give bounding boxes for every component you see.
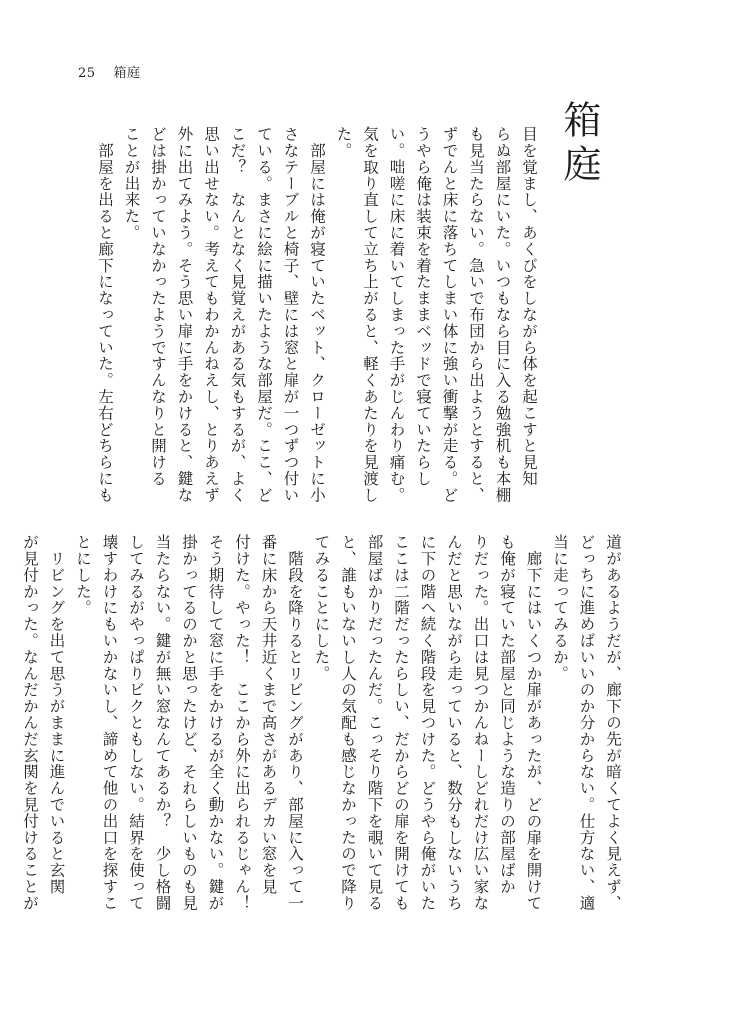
text-line: も俺が寝ていた部屋と同じような造りの部屋ばか bbox=[498, 534, 516, 895]
page-header bbox=[78, 62, 141, 81]
text-line: 部屋ばかりだったんだ。こっそり階下を覗いて見る bbox=[365, 534, 384, 912]
text-line: 廊下にはいくつか扉があったが、どの扉を開けて bbox=[524, 534, 543, 912]
text-line: 目を覚まし、あくびをしながら体を起こすと見知 bbox=[520, 126, 538, 487]
text-line: そう期待して窓に手をかけるが全く動かない。鍵が bbox=[206, 534, 225, 912]
running-title: 箱庭 bbox=[113, 66, 141, 81]
text-line: と、誰もいないし人の気配も感じなかったので降り bbox=[339, 534, 357, 912]
text-line: んだと思いながら走っていると、数分もしないうち bbox=[445, 534, 463, 912]
text-line: こだ？ なんとなく見覚えがある気もするが、よく bbox=[228, 126, 247, 504]
text-line: リビングを出て思うがままに進んでいると玄関 bbox=[47, 534, 66, 895]
text-line: が見付かった。なんだかんだ玄関を見付けることが bbox=[21, 534, 39, 912]
text-line: 外に出てみよう。そう思い扉に手をかけると、鍵な bbox=[175, 126, 194, 504]
text-line: ことが出来た。 bbox=[122, 126, 141, 241]
text-line: 当に走ってみるか。 bbox=[551, 534, 569, 682]
text-line: してみるがやっぱりビクともしない。結界を使って bbox=[127, 534, 145, 912]
text-line: ずでんと床に落ちてしまい体に強い衝撃が走る。ど bbox=[440, 126, 459, 504]
text-line: い。咄嗟に床に着いてしまった手がじんわり痛む。 bbox=[387, 126, 406, 504]
text-line: うやら俺は装束を着たままベッドで寝ていたらし bbox=[414, 126, 432, 487]
text-line: 道があるようだが、廊下の先が暗くてよく見えず、 bbox=[604, 534, 622, 912]
text-line: 思い出せない。考えてもわかんねえし、とりあえず bbox=[202, 126, 220, 504]
text-line: てみることにした。 bbox=[312, 534, 331, 682]
text-line: りだった。出口は見つかんねーしどれだけ広い家な bbox=[471, 534, 490, 912]
text-line: 階段を降りるとリビングがあり、部屋に入って一 bbox=[286, 534, 304, 912]
text-line: に下の階へ続く階段を見つけた。どうやら俺がいた bbox=[418, 534, 437, 912]
text-line: とにした。 bbox=[74, 534, 92, 616]
text-line: 番に床から天井近くまで高さがあるデカい窓を見 bbox=[259, 534, 278, 895]
text-line: どっちに進めばいいのか分からない。仕方ない、適 bbox=[577, 534, 596, 912]
text-block-upper bbox=[92, 126, 543, 504]
text-line: 掛かってるのかと思ったけど、それらしいものも見 bbox=[180, 534, 198, 912]
text-line: 気を取り直して立ち上がると、軽くあたりを見渡し bbox=[361, 126, 379, 504]
text-line: ている。まさに絵に描いたような部屋だ。ここ、ど bbox=[255, 126, 273, 504]
text-line: ここは二階だったらしい、だからどの扉を開けても bbox=[392, 534, 410, 912]
text-line: 部屋を出ると廊下になっていた。左右どちらにも bbox=[96, 126, 114, 504]
text-line: 付けた。やった！ ここから外に出られるじゃん！ bbox=[233, 534, 251, 912]
text-line: 当たらない。鍵が無い窓なんてあるか？ 少し格闘 bbox=[153, 534, 172, 912]
text-line: 部屋には俺が寝ていたベット、クローゼットに小 bbox=[308, 126, 326, 504]
text-line: た。 bbox=[334, 126, 353, 159]
text-block-lower bbox=[17, 534, 627, 934]
chapter-title: 箱庭 bbox=[557, 100, 601, 188]
text-line: 壊すわけにもいかないし、諦めて他の出口を探すこ bbox=[100, 534, 119, 912]
text-line: も見当たらない。急いで布団から出ようとすると、 bbox=[467, 126, 485, 504]
text-line: さなテーブルと椅子、壁には窓と扉が一つずつ付い bbox=[281, 126, 300, 504]
text-line: らぬ部屋にいた。いつもなら目に入る勉強机も本棚 bbox=[493, 126, 512, 504]
text-line: どは掛かっていなかったようですんなりと開ける bbox=[149, 126, 167, 487]
page-number: 25 bbox=[78, 66, 96, 81]
